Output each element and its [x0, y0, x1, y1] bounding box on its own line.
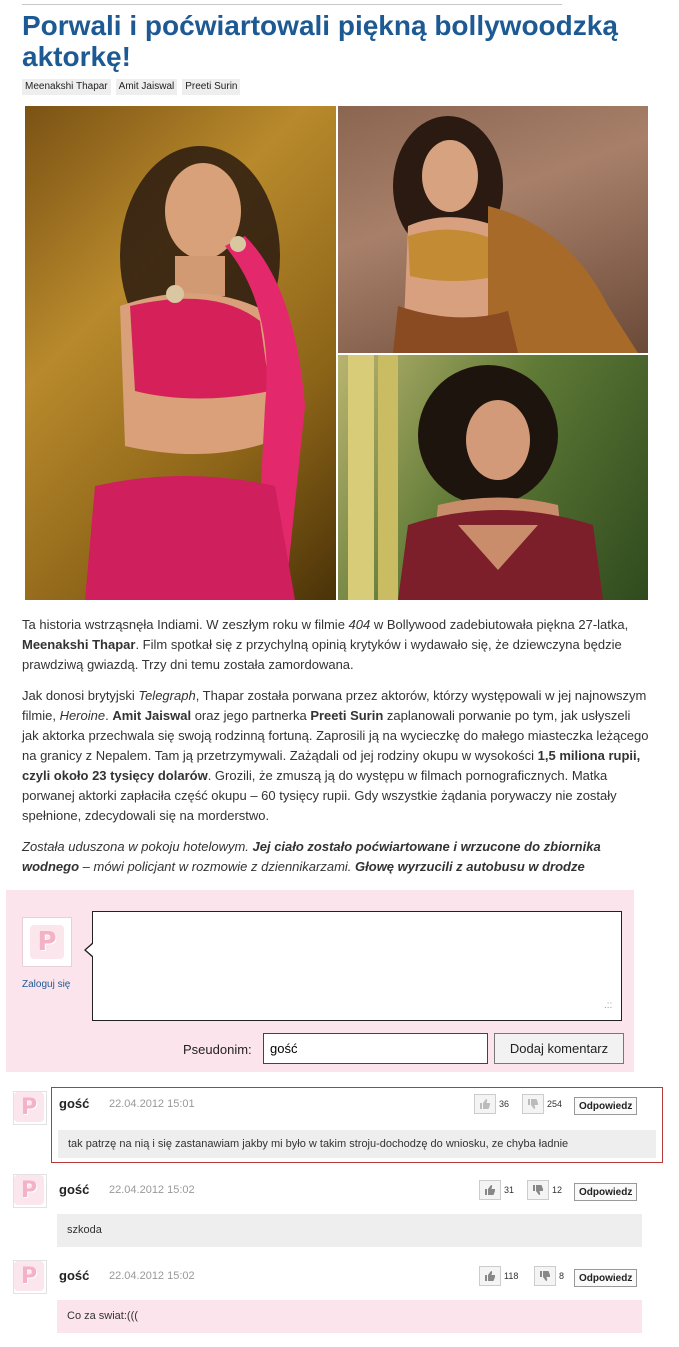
tag-link[interactable]: Preeti Surin — [182, 79, 240, 95]
text-run: – mówi policjant w rozmowie z dziennikarzami. — [79, 859, 356, 874]
avatar-logo-icon: P — [14, 1175, 44, 1205]
text-run: Została uduszona w pokoju hotelowym. — [22, 839, 253, 854]
comment-text: tak patrzę na nią i się zastanawiam jakby mi było w takim stroju-dochodzę do wniosku, ze chyba ładnie — [58, 1130, 656, 1158]
nickname-input[interactable] — [263, 1033, 488, 1064]
photo-illustration — [338, 106, 648, 353]
comment-item — [12, 1173, 664, 1253]
tag-link[interactable]: Amit Jaiswal — [116, 79, 178, 95]
user-avatar — [22, 917, 72, 967]
avatar-logo-icon: P — [14, 1092, 44, 1122]
like-count: 36 — [499, 1099, 510, 1109]
comment-author: gość — [59, 1182, 90, 1197]
tag-link[interactable]: Meenakshi Thapar — [22, 79, 111, 95]
comment-date: 22.04.2012 15:02 — [109, 1184, 195, 1196]
article-paragraph — [22, 615, 650, 675]
text-run: Preeti Surin — [310, 708, 384, 723]
comment-date: 22.04.2012 15:01 — [109, 1098, 195, 1110]
article-paragraph — [22, 686, 650, 826]
reply-button[interactable]: Odpowiedz — [574, 1269, 637, 1287]
dislike-count: 12 — [552, 1185, 563, 1195]
thumb-up-icon[interactable] — [474, 1094, 496, 1114]
article-title: Porwali i poćwiartowali piękną bollywoodzką aktorkę! — [22, 10, 618, 72]
text-run: oraz jego partnerka — [191, 708, 311, 723]
text-run: 1,5 miliona rupii, czyli około 23 tysięcy dolarów — [22, 748, 641, 783]
comment-item — [12, 1259, 664, 1339]
actress-photo-main — [25, 106, 336, 600]
text-run: Telegraph — [138, 688, 196, 703]
text-run: w Bollywood zadebiutowała piękna 27-latka, — [370, 617, 629, 632]
thumb-down-icon[interactable] — [522, 1094, 544, 1114]
text-run: . Grozili, że zmuszą ją do występu w filmach pornograficznych. Matka porwanej aktorki zapłaciła część okupu – 60 tysięcy rupii. Gdy wszystkie żądania porywaczy nie zostały spełnione, zdecydowali się na morderstwo. — [22, 768, 617, 823]
text-run: Głowę wyrzucili z autobusu w drodze — [355, 859, 585, 874]
text-run: , Thapar została porwana przez aktorów, którzy występowali w jej najnowszym filmie, — [22, 688, 647, 723]
photo-illustration — [25, 106, 336, 600]
thumb-down-icon[interactable] — [534, 1266, 556, 1286]
dislike-count: 8 — [559, 1271, 565, 1281]
text-run: Jej ciało zostało poćwiartowane i wrzucone do zbiornika wodnego — [22, 839, 601, 874]
text-run: . — [105, 708, 113, 723]
like-control — [479, 1266, 518, 1286]
thumb-up-icon[interactable] — [479, 1266, 501, 1286]
comment-textarea[interactable] — [92, 911, 622, 1021]
text-run: Meenakshi Thapar — [22, 637, 136, 652]
comment-author: gość — [59, 1096, 90, 1111]
top-divider — [22, 4, 562, 5]
article-paragraph — [22, 837, 650, 877]
dislike-control — [527, 1180, 562, 1200]
commenter-avatar — [13, 1091, 47, 1125]
photo-illustration — [338, 355, 648, 600]
dislike-control — [534, 1266, 564, 1286]
dislike-control — [522, 1094, 562, 1114]
text-run: . Film spotkał się z przychylną opinią krytyków i wydawało się, że dziewczyna będzie prawdziwą gwiazdą. Trzy dni temu została zamordowana. — [22, 637, 622, 672]
actress-photo-bottom-right — [338, 355, 648, 600]
like-count: 118 — [504, 1271, 519, 1281]
like-control — [474, 1094, 509, 1114]
thumb-up-icon[interactable] — [479, 1180, 501, 1200]
article-tags — [22, 79, 240, 95]
reply-button[interactable]: Odpowiedz — [574, 1097, 637, 1115]
speech-bubble-pointer-fill — [86, 943, 94, 957]
avatar-logo-icon: P — [30, 925, 64, 959]
text-run: Amit Jaiswal — [112, 708, 192, 723]
text-run: Heroine — [59, 708, 106, 723]
text-run: zaplanowali porwanie po tym, jak usłyszeli jak aktorka przechwala się swoją rodzinną fortuną. Zaprosili ją na wycieczkę do małego miasteczka leżącego na granicy z Nepalem. Tam ją przetrzymywali. Zażądali od jej rodziny okupu w wysokości — [22, 708, 649, 763]
avatar-logo-icon: P — [14, 1261, 44, 1291]
add-comment-button[interactable]: Dodaj komentarz — [494, 1033, 624, 1064]
resize-grip-icon[interactable]: .:: — [604, 1000, 613, 1011]
text-run: Jak donosi brytyjski — [22, 688, 139, 703]
actress-photo-top-right — [338, 106, 648, 353]
reply-button[interactable]: Odpowiedz — [574, 1183, 637, 1201]
like-control — [479, 1180, 514, 1200]
text-run: Ta historia wstrząsnęła Indiami. W zeszłym roku w filmie — [22, 617, 349, 632]
nickname-label: Pseudonim: — [183, 1042, 252, 1057]
commenter-avatar — [13, 1260, 47, 1294]
comment-item — [12, 1087, 664, 1164]
article-photo-collage — [25, 106, 648, 600]
dislike-count: 254 — [547, 1099, 563, 1109]
login-link[interactable]: Zaloguj się — [22, 979, 71, 990]
commenter-avatar — [13, 1174, 47, 1208]
thumb-down-icon[interactable] — [527, 1180, 549, 1200]
comment-text: szkoda — [57, 1214, 642, 1247]
text-run: 404 — [348, 617, 371, 632]
comment-author: gość — [59, 1268, 90, 1283]
article-body — [22, 615, 650, 888]
comment-text: Co za swiat:((( — [57, 1300, 642, 1333]
like-count: 31 — [504, 1185, 515, 1195]
comment-form — [6, 890, 634, 1072]
comment-date: 22.04.2012 15:02 — [109, 1270, 195, 1282]
